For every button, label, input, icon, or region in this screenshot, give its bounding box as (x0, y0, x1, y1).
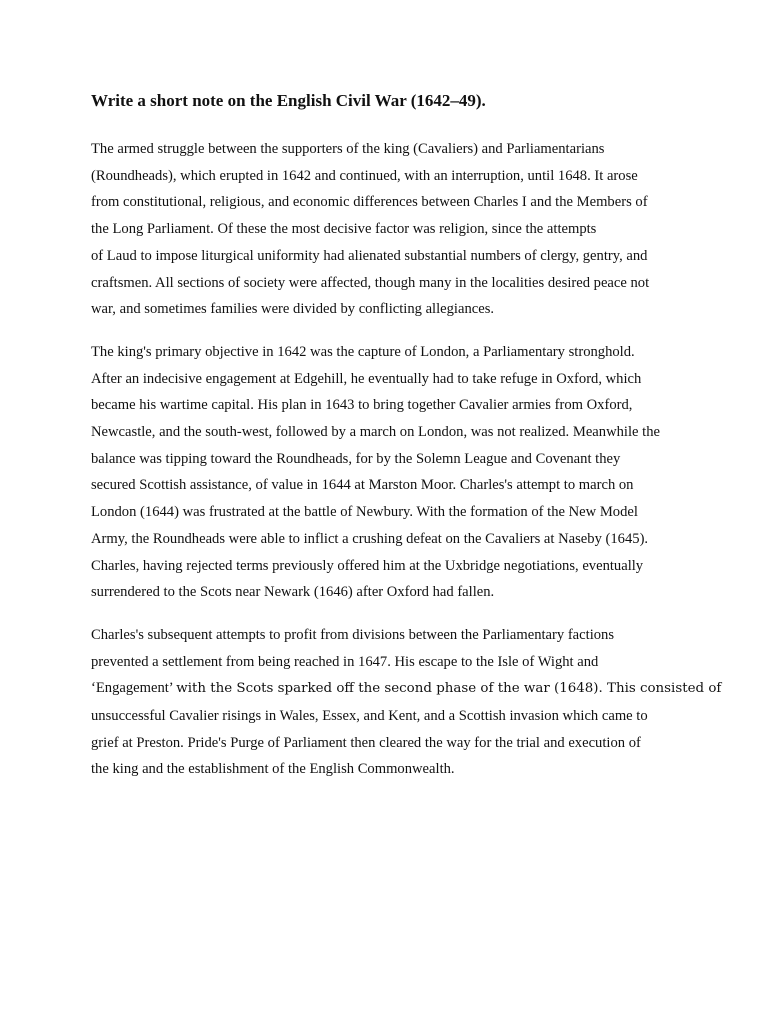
paragraph-line-mixed (91, 675, 722, 703)
paragraph-2 (91, 339, 691, 606)
paragraph-line: surrendered to the Scots near Newark (1646) after Oxford had fallen. (91, 584, 495, 601)
paragraph-line: Army, the Roundheads were able to inflict a crushing defeat on the Cavaliers at Naseby (1645). (91, 530, 649, 547)
paragraph-line: from constitutional, religious, and economic differences between Charles I and the Members of (91, 194, 648, 211)
paragraph-line: the Long Parliament. Of these the most decisive factor was religion, since the attempts (91, 221, 597, 238)
paragraph-line: Charles, having rejected terms previously offered him at the Uxbridge negotiations, eventually (91, 557, 644, 574)
paragraph-line: the king and the establishment of the English Commonwealth. (91, 761, 455, 778)
paragraph-line: secured Scottish assistance, of value in 1644 at Marston Moor. Charles's attempt to march on (91, 477, 634, 494)
paragraph-line: craftsmen. All sections of society were affected, though many in the localities desired peace not (91, 274, 650, 291)
paragraph-line: unsuccessful Cavalier risings in Wales, Essex, and Kent, and a Scottish invasion which came to (91, 708, 648, 725)
paragraph-line: (Roundheads), which erupted in 1642 and continued, with an interruption, until 1648. It arose (91, 167, 638, 184)
paragraph-line: The king's primary objective in 1642 was the capture of London, a Parliamentary stronghold. (91, 343, 635, 360)
paragraph-line: London (1644) was frustrated at the battle of Newbury. With the formation of the New Model (91, 504, 638, 521)
second-phase-text: with the Scots sparked off the second phase of the war (1648). This consisted of (176, 681, 722, 697)
engagement-text: ‘Engagement’ (91, 680, 177, 697)
paragraph-line: The armed struggle between the supporters of the king (Cavaliers) and Parliamentarians (91, 141, 605, 157)
paragraph-line: became his wartime capital. His plan in 1643 to bring together Cavalier armies from Oxford, (91, 397, 633, 414)
paragraph-line: balance was tipping toward the Roundheads, for by the Solemn League and Covenant they (91, 450, 621, 467)
document-page (91, 90, 722, 799)
paragraph-line: prevented a settlement from being reached in 1647. His escape to the Isle of Wight and (91, 653, 599, 670)
paragraph-line: Charles's subsequent attempts to profit from divisions between the Parliamentary factions (91, 626, 615, 643)
paragraph-1 (91, 136, 691, 323)
paragraph-line: grief at Preston. Pride's Purge of Parliament then cleared the way for the trial and execution of (91, 734, 641, 751)
paragraph-line: Newcastle, and the south-west, followed by a march on London, was not realized. Meanwhile the (91, 424, 660, 441)
paragraph-3 (91, 622, 722, 783)
paragraph-line: war, and sometimes families were divided by conflicting allegiances. (91, 301, 495, 318)
paragraph-line: of Laud to impose liturgical uniformity had alienated substantial numbers of clergy, gentry, and (91, 247, 648, 264)
document-title: Write a short note on the English Civil War (1642–49). (91, 91, 486, 110)
paragraph-line: After an indecisive engagement at Edgehill, he eventually had to take refuge in Oxford, which (91, 370, 642, 387)
